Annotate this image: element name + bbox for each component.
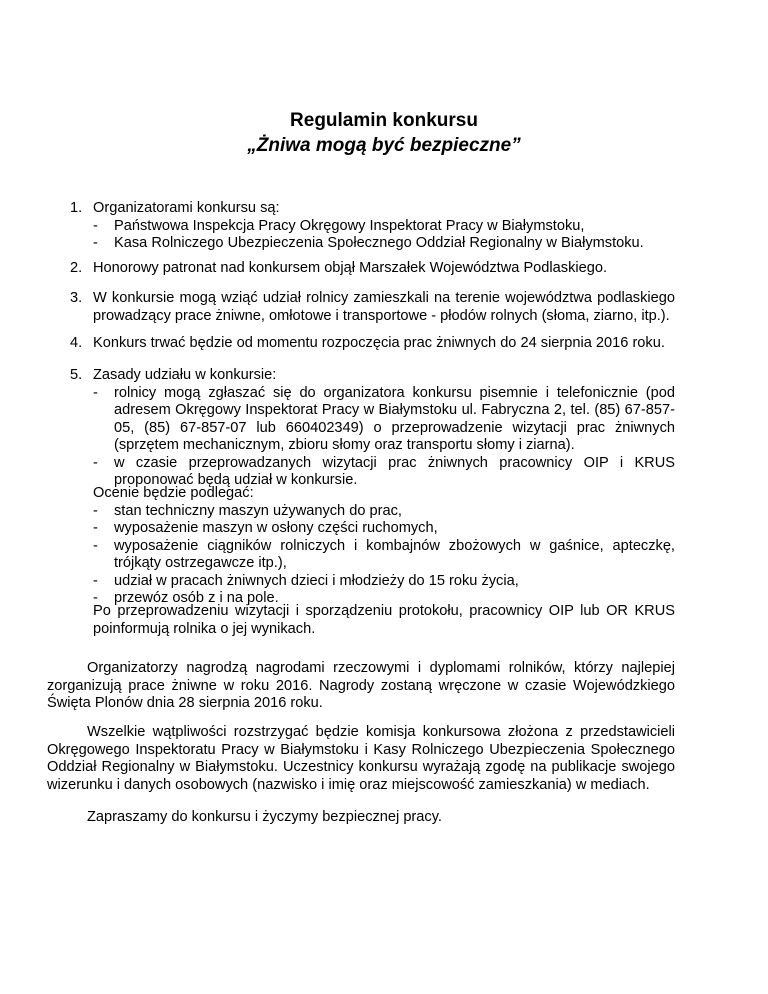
item-text: Zasady udziału w konkursie: [93,367,277,383]
sub-item-text: Państwowa Inspekcja Pracy Okręgowy Inspektorat Pracy w Białymstoku, [114,217,585,234]
criteria-item: - wyposażenie maszyn w osłony części ruchomych, [93,520,438,536]
item-text: Organizatorami konkursu są: [93,200,280,216]
document-title: Regulamin konkursu [290,110,478,131]
criteria-text: przewóz osób z i na pole. [114,590,279,606]
item-number: 2. [70,260,83,276]
criteria-heading: Ocenie będzie podlegać: [93,485,254,501]
criteria-item: - przewóz osób z i na pole. [93,590,279,606]
criteria-text: wyposażenie maszyn w osłony części ruchomych, [114,520,438,536]
sub-item-text: rolnicy mogą zgłaszać się do organizatora konkursu pisemnie i telefonicznie (pod adresem Okręgowy Inspektorat Pracy w Białymstoku ul. Fabryczna 2, tel. (85) 67-857-05, (85) 67-857-07 lub 660402349) o przeprowadzenie wizytacji prac żniwnych (sprzętem mechanicznym, zbioru słomy oraz transportu słomy i ziarna). [114,384,675,453]
sub-item: - Kasa Rolniczego Ubezpieczenia Społecznego Oddział Regionalny w Białymstoku. [93,235,644,251]
item-text: W konkursie mogą wziąć udział rolnicy zamieszkali na terenie województwa podlaskiego prowadzący prace żniwne, omłotowe i transportowe - płodów rolnych (słoma, ziarno, itp.). [93,290,675,324]
criteria-text: stan techniczny maszyn używanych do prac, [114,502,402,519]
item-number: 3. [70,290,83,306]
item-text: Honorowy patronat nad konkursem objął Marszałek Województwa Podlaskiego. [93,260,608,276]
criteria-item: - wyposażenie ciągników rolniczych i kombajnów zbożowych w gaśnice, apteczkę, trójkąty ostrzegawcze itp.), [93,537,675,571]
criteria-text: udział w pracach żniwnych dzieci i młodzieży do 15 roku życia, [114,572,519,589]
closing-paragraph: Zapraszamy do konkursu i życzymy bezpiecznej pracy. [87,809,442,825]
sub-item: - Państwowa Inspekcja Pracy Okręgowy Inspektorat Pracy w Białymstoku, [93,217,585,234]
criteria-block [93,485,675,608]
sub-item: - w czasie przeprowadzanych wizytacji prac żniwnych pracownicy OIP i KRUS proponować będą udział w konkursie. [93,454,675,488]
document-subtitle: „Żniwa mogą być bezpieczne” [247,135,521,156]
criteria-text: wyposażenie ciągników rolniczych i kombajnów zbożowych w gaśnice, apteczkę, trójkąty ostrzegawcze itp.), [114,537,675,571]
after-visit-paragraph: Po przeprowadzeniu wizytacji i sporządzeniu protokołu, pracownicy OIP lub OR KRUS poinformują rolnika o jej wynikach. [93,603,675,637]
awards-paragraph: Organizatorzy nagrodzą nagrodami rzeczowymi i dyplomami rolników, którzy najlepiej zorganizują prace żniwne w roku 2016. Nagrody zostaną wręczone w czasie Wojewódzkiego Święta Plonów dnia 28 sierpnia 2016 roku. [47,660,675,711]
list-item-1 [70,200,675,253]
doubts-paragraph: Wszelkie wątpliwości rozstrzygać będzie komisja konkursowa złożona z przedstawicieli Okręgowego Inspektoratu Pracy w Białymstoku i Kasy Rolniczego Ubezpieczenia Społecznego Oddział Regionalny w Białymstoku. Uczestnicy konkursu wyrażają zgodę na publikacje swojego wizerunku i danych osobowych (nazwisko i imię oraz miejscowość zamieszkania) w mediach. [47,724,675,793]
list-item-5 [70,367,675,490]
item-number: 5. [70,367,83,383]
item-number: 4. [70,335,83,351]
list-item-4 [70,335,675,353]
item-number: 1. [70,200,83,216]
list-item-3 [70,290,675,325]
sub-item: - rolnicy mogą zgłaszać się do organizatora konkursu pisemnie i telefonicznie (pod adresem Okręgowy Inspektorat Pracy w Białymstoku ul. Fabryczna 2, tel. (85) 67-857-05, (85) 67-857-07 lub 660402349) o przeprowadzenie wizytacji prac żniwnych (sprzętem mechanicznym, zbioru słomy oraz transportu słomy i ziarna). [93,384,675,453]
list-item-2 [70,260,675,278]
item-text: Konkurs trwać będzie od momentu rozpoczęcia prac żniwnych do 24 sierpnia 2016 roku. [93,335,665,351]
sub-item-text: Kasa Rolniczego Ubezpieczenia Społecznego Oddział Regionalny w Białymstoku. [114,235,644,251]
criteria-item: - stan techniczny maszyn używanych do prac, [93,502,402,519]
criteria-item: - udział w pracach żniwnych dzieci i młodzieży do 15 roku życia, [93,572,519,589]
sub-item-text: w czasie przeprowadzanych wizytacji prac żniwnych pracownicy OIP i KRUS proponować będą udział w konkursie. [114,454,675,488]
